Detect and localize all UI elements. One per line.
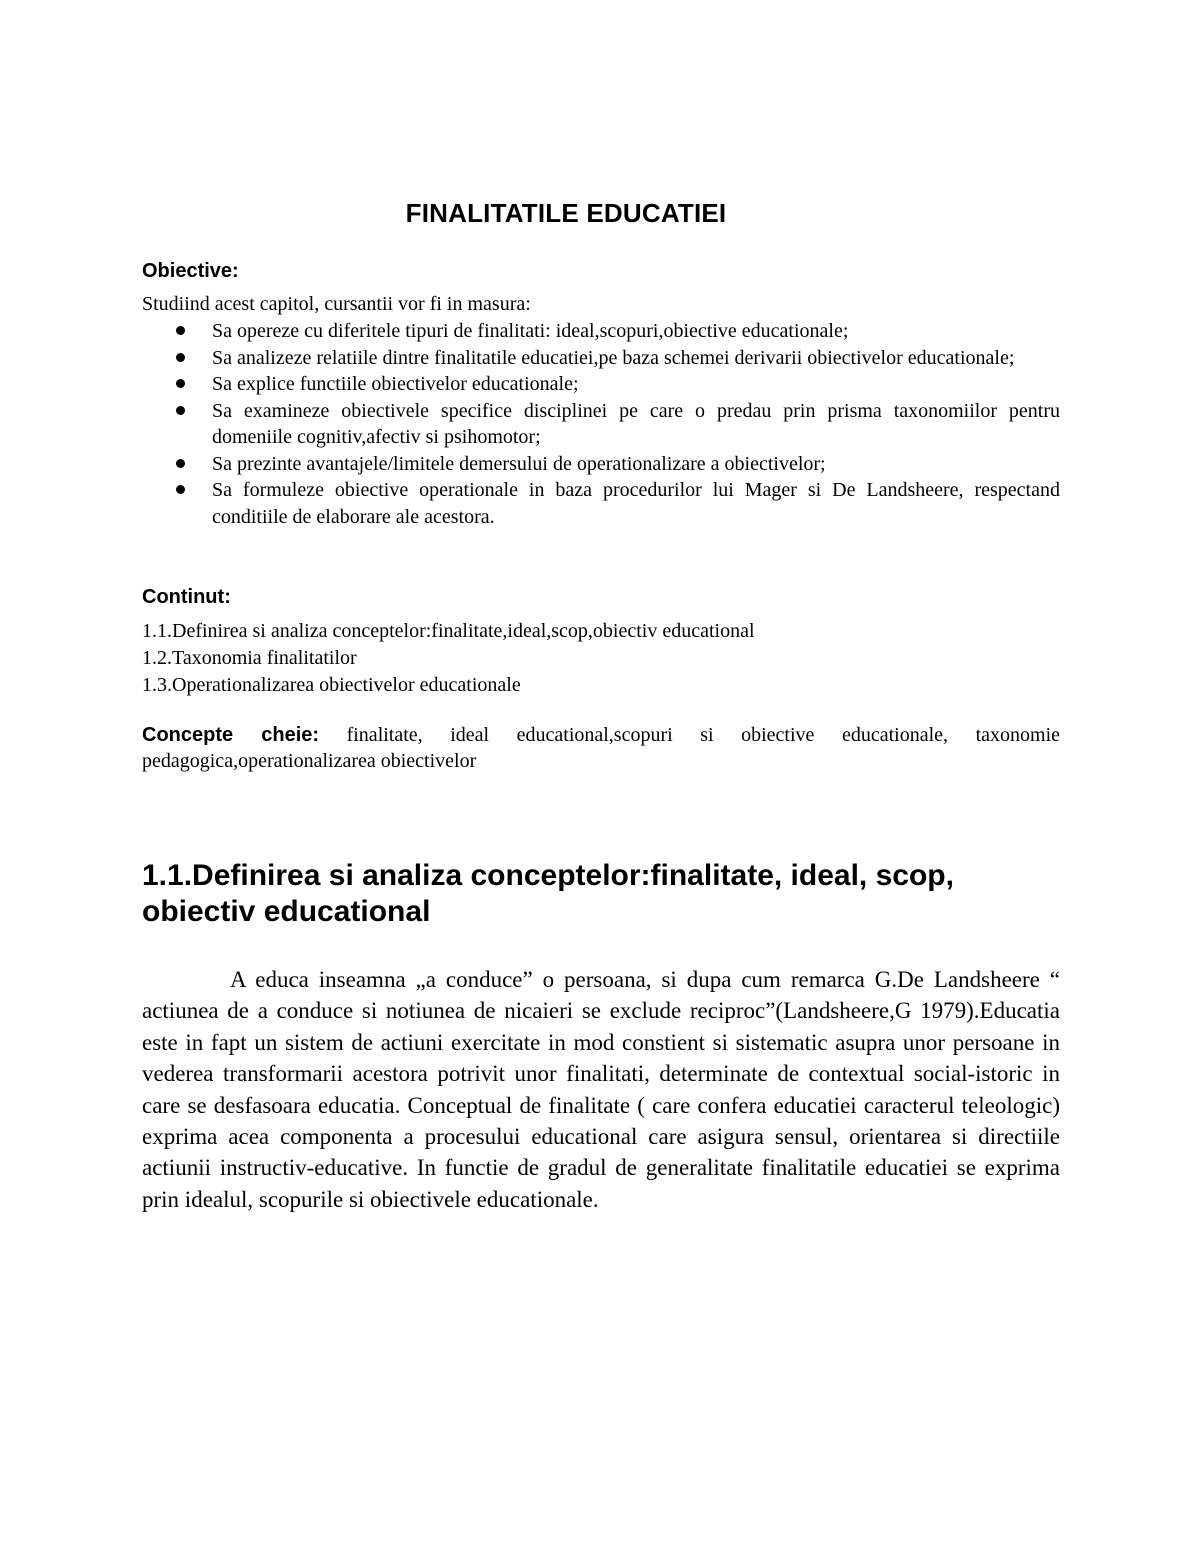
key-concepts-label: Concepte cheie: bbox=[142, 724, 320, 746]
objective-text: Sa analizeze relatiile dintre finalitatile educatiei,pe baza schemei derivarii obiectivelor educationale; bbox=[212, 346, 1015, 369]
section-paragraph: A educa inseamna „a conduce” o persoana, si dupa cum remarca G.De Landsheere “ actiunea de a conduce si notiunea de nicaieri se exclude reciproc”(Landsheere,G 1979).Educatia este in fapt un sistem de actiuni exercitate in mod constient si sistematic asupra unor persoane in vederea transformarii acestora potrivit unor finalitati, determinate de contextual social-istoric in care se desfasoara educatia. Conceptual de finalitate ( care confera educatiei caracterul teleologic) exprima acea componenta a procesului educational care asigura sensul, orientarea si directiile actiunii instructiv-educative. In functie de gradul de generalitate finalitatile educatiei se exprima prin idealul, scopurile si obiectivele educationale. bbox=[142, 967, 1060, 1212]
key-concepts bbox=[142, 722, 1060, 774]
contents-item-3: 1.3.Operationalizarea obiectivelor educationale bbox=[142, 674, 521, 696]
bullet-icon bbox=[176, 353, 185, 362]
contents-label: Continut: bbox=[142, 586, 231, 608]
list-item bbox=[142, 398, 1060, 451]
bullet-icon bbox=[176, 326, 185, 335]
objectives-list bbox=[142, 318, 1060, 530]
objective-text: Sa prezinte avantajele/limitele demersului de operationalizare a obiectivelor; bbox=[212, 452, 826, 475]
section-heading: 1.1.Definirea si analiza conceptelor:finalitate, ideal, scop, obiectiv educational bbox=[142, 859, 954, 928]
bullet-icon bbox=[176, 379, 185, 388]
page-title: FINALITATILE EDUCATIEI bbox=[405, 198, 727, 228]
list-item bbox=[142, 345, 1060, 372]
objective-text: Sa formuleze obiective operationale in baza procedurilor lui Mager si De Landsheere, respectand conditiile de elaborare ale acestora. bbox=[212, 479, 1060, 528]
bullet-icon bbox=[176, 459, 185, 468]
objective-text: Sa explice functiile obiectivelor educationale; bbox=[212, 373, 579, 395]
objective-text: Sa examineze obiectivele specifice disciplinei pe care o predau prin prisma taxonomiilor pentru domeniile cognitiv,afectiv si psihomotor; bbox=[212, 399, 1060, 448]
objective-text: Sa opereze cu diferitele tipuri de finalitati: ideal,scopuri,obiective educationale; bbox=[212, 320, 849, 342]
list-item bbox=[142, 477, 1060, 530]
contents-item-1: 1.1.Definirea si analiza conceptelor:finalitate,ideal,scop,obiectiv educational bbox=[142, 620, 755, 642]
bullet-icon bbox=[176, 406, 185, 415]
list-item bbox=[142, 318, 1060, 345]
bullet-icon bbox=[176, 485, 185, 494]
objectives-label: Obiective: bbox=[142, 260, 239, 282]
list-item bbox=[142, 371, 1060, 398]
contents-item-2: 1.2.Taxonomia finalitatilor bbox=[142, 647, 357, 669]
objectives-intro: Studiind acest capitol, cursantii vor fi in masura: bbox=[142, 293, 531, 315]
list-item bbox=[142, 451, 1060, 478]
key-concepts-text: finalitate, ideal educational,scopuri si obiective educationale, taxonomie pedagogica,operationalizarea obiectivelor bbox=[142, 724, 1061, 772]
